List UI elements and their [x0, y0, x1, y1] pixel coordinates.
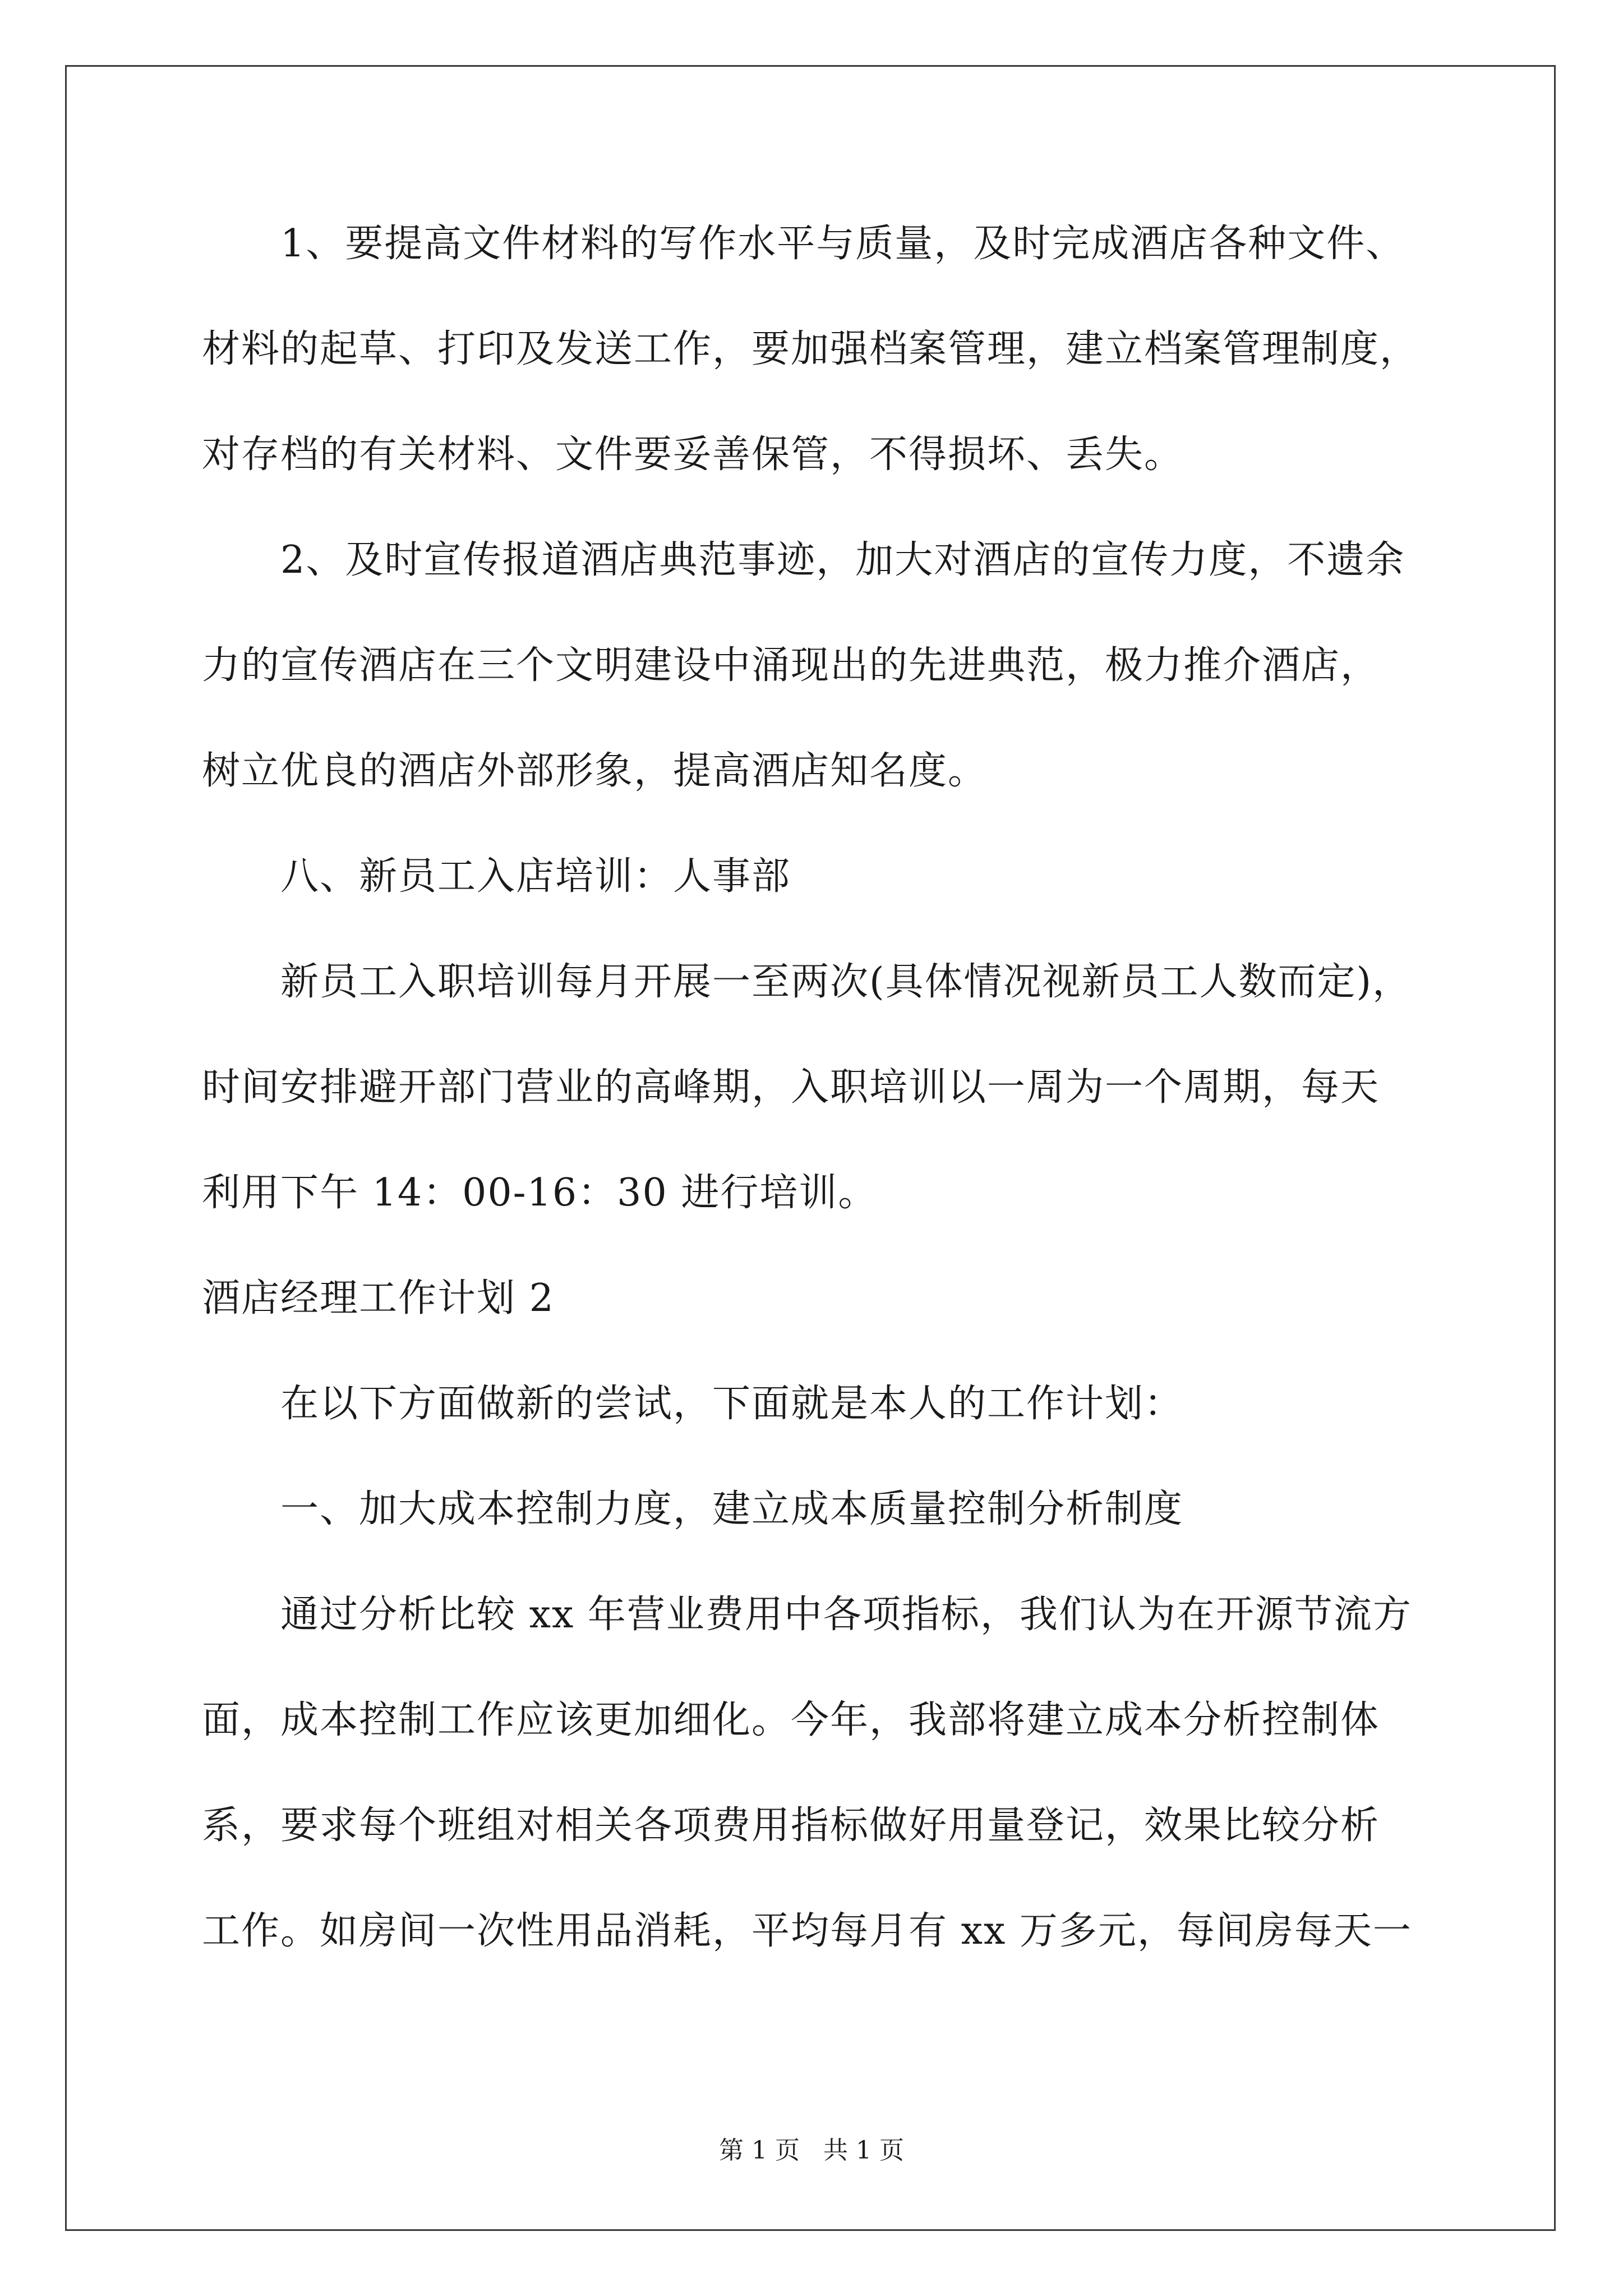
text-line: 面，成本控制工作应该更加细化。今年，我部将建立成本分析控制体: [202, 1698, 1380, 1742]
text-line: 在以下方面做新的尝试，下面就是本人的工作计划：: [280, 1382, 1184, 1426]
text-line: 时间安排避开部门营业的高峰期，入职培训以一周为一个周期，每天: [202, 1065, 1380, 1110]
text-line: 树立优良的酒店外部形象，提高酒店知名度。: [202, 749, 988, 793]
text-line: 通过分析比较 xx 年营业费用中各项指标，我们认为在开源节流方: [280, 1593, 1412, 1637]
section-heading: 八、新员工入店培训：人事部: [280, 854, 791, 899]
page-border: [65, 65, 1556, 2231]
page-number: 第 1 页 共 1 页: [719, 2136, 904, 2165]
text-line: 力的宣传酒店在三个文明建设中涌现出的先进典范，极力推介酒店，: [202, 643, 1380, 688]
text-line: 材料的起草、打印及发送工作，要加强档案管理，建立档案管理制度，: [202, 327, 1419, 371]
text-line: 利用下午 14：00-16：30 进行培训。: [202, 1171, 878, 1215]
text-line: 系，要求每个班组对相关各项费用指标做好用量登记，效果比较分析: [202, 1803, 1380, 1848]
section-heading: 一、加大成本控制力度，建立成本质量控制分析制度: [280, 1487, 1184, 1531]
document-title: 酒店经理工作计划 2: [202, 1276, 555, 1320]
text-line: 工作。如房间一次性用品消耗，平均每月有 xx 万多元，每间房每天一: [202, 1909, 1412, 1953]
text-line: 新员工入职培训每月开展一至两次(具体情况视新员工人数而定)，: [280, 960, 1412, 1004]
text-line: 对存档的有关材料、文件要妥善保管，不得损坏、丢失。: [202, 432, 1184, 477]
text-line: 2、及时宣传报道酒店典范事迹，加大对酒店的宣传力度，不遗余: [280, 538, 1405, 582]
text-line: 1、要提高文件材料的写作水平与质量，及时完成酒店各种文件、: [280, 222, 1405, 266]
